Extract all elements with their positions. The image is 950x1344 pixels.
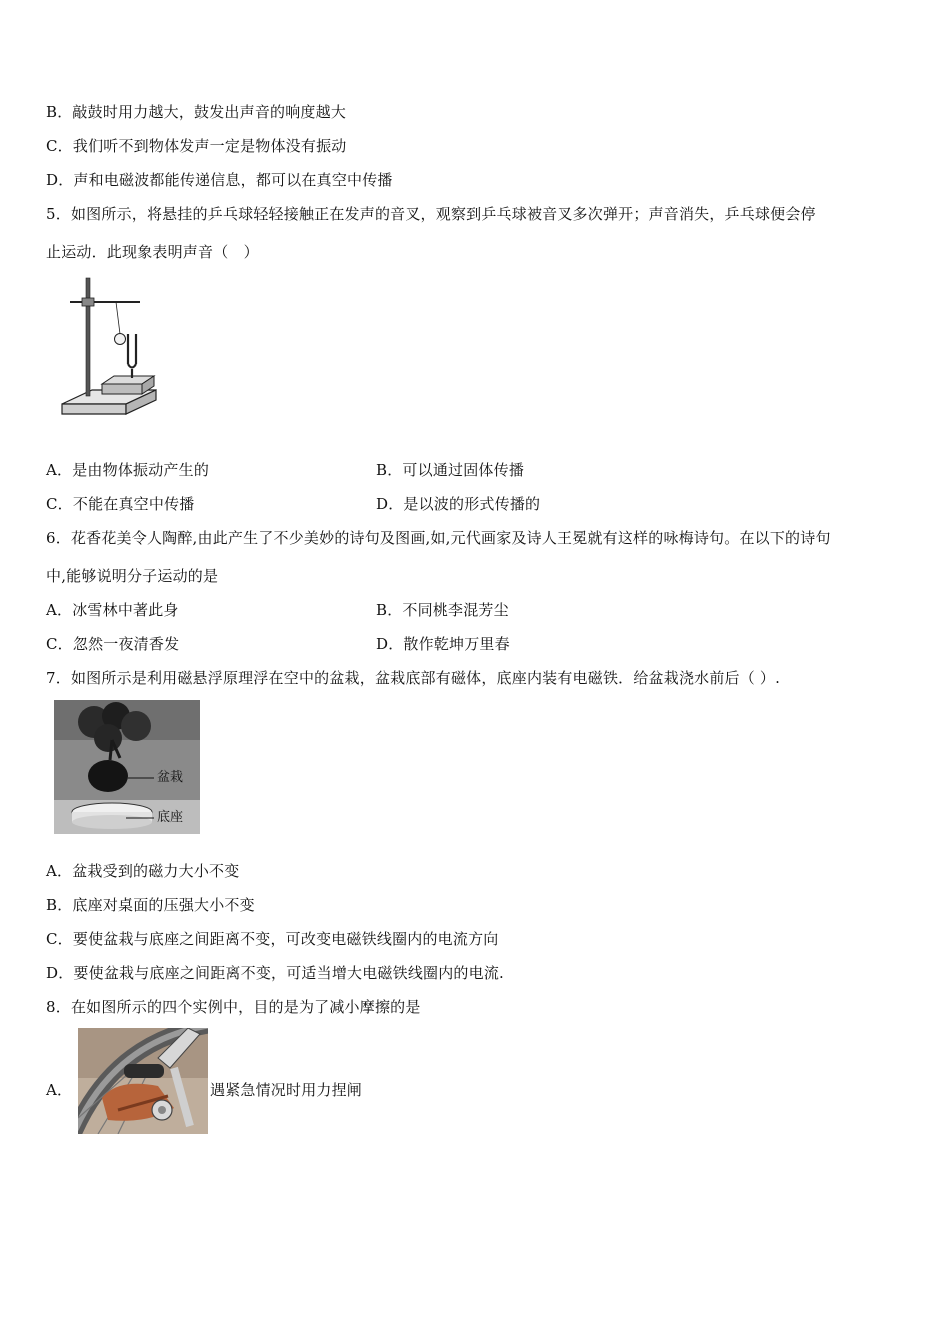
maglev-plant-photo <box>54 700 200 834</box>
q5-stem-line-1: 5．如图所示，将悬挂的乒乓球轻轻接触正在发声的音叉，观察到乒乓球被音叉多次弹开；声音消失，乒乓球便会停 <box>46 205 816 223</box>
q7-option-d: D．要使盆栽与底座之间距离不变，可适当增大电磁铁线圈内的电流. <box>46 964 504 982</box>
q4-option-c: C．我们听不到物体发声一定是物体没有振动 <box>46 137 347 155</box>
q8-option-a-label: A． <box>46 1081 73 1099</box>
figure-label-base: 底座 <box>157 810 184 825</box>
q7-option-a: A．盆栽受到的磁力大小不变 <box>46 862 240 880</box>
q5-option-d: D．是以波的形式传播的 <box>376 495 541 513</box>
q4-option-d: D．声和电磁波都能传递信息，都可以在真空中传播 <box>46 171 393 189</box>
q7-option-c: C．要使盆栽与底座之间距离不变，可改变电磁铁线圈内的电流方向 <box>46 930 499 948</box>
bike-brake-photo <box>78 1028 208 1134</box>
q7-option-b: B．底座对桌面的压强大小不变 <box>46 896 255 914</box>
q4-option-b: B．敲鼓时用力越大，鼓发出声音的响度越大 <box>46 103 347 121</box>
q8-option-a-text: 遇紧急情况时用力捏闸 <box>210 1081 363 1099</box>
q5-option-c: C．不能在真空中传播 <box>46 495 195 513</box>
tuning-fork-figure <box>56 272 160 422</box>
q6-option-d: D．散作乾坤万里春 <box>376 635 510 653</box>
q5-stem-line-2: 止运动．此现象表明声音（ ） <box>46 243 259 261</box>
q7-stem: 7．如图所示是利用磁悬浮原理浮在空中的盆栽，盆栽底部有磁体，底座内装有电磁铁．给盆栽浇水前后（ ）. <box>46 669 781 687</box>
q6-option-c: C．忽然一夜清香发 <box>46 635 180 653</box>
q5-option-b: B．可以通过固体传播 <box>376 461 525 479</box>
q6-stem-line-1: 6．花香花美令人陶醉,由此产生了不少美妙的诗句及图画,如,元代画家及诗人王冕就有这样的咏梅诗句。在以下的诗句 <box>46 529 831 547</box>
q6-stem-line-2: 中,能够说明分子运动的是 <box>46 567 219 585</box>
q6-option-a: A．冰雪林中著此身 <box>46 601 179 619</box>
q8-stem: 8．在如图所示的四个实例中，目的是为了减小摩擦的是 <box>46 998 421 1016</box>
figure-label-pot: 盆栽 <box>157 770 184 785</box>
q5-option-a: A．是由物体振动产生的 <box>46 461 210 479</box>
q6-option-b: B．不同桃李混芳尘 <box>376 601 509 619</box>
